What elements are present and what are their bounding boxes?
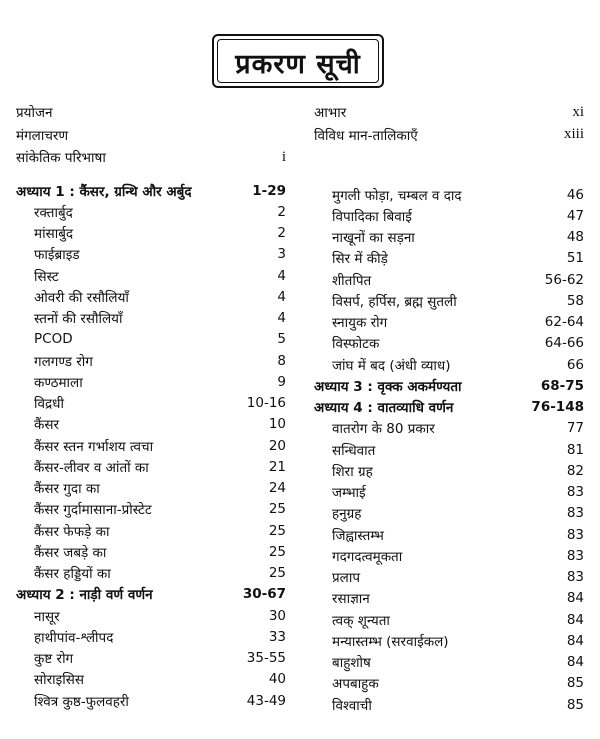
toc-page-number: 4 [277,310,286,327]
toc-entry [314,567,584,588]
toc-chapter-heading [314,397,584,418]
toc-page-number: xi [572,103,584,120]
toc-entry-title: कैंसर फेफड़े का [34,523,110,540]
toc-entry [314,312,584,333]
toc-entry-title: नाखूनों का सड़ना [332,230,415,247]
toc-page-number: 25 [268,565,286,582]
toc-page-number: 35-55 [246,650,286,667]
toc-entry-title: विपादिका बिवाई [332,208,412,225]
toc-entry-title: कैंसर जबड़े का [34,544,107,561]
toc-entry [314,694,584,715]
toc-entry-title: कैंसर गुदा का [34,481,100,498]
toc-entry [16,201,286,222]
toc-page-number: 81 [566,441,584,458]
toc-page-number: 85 [566,675,584,692]
toc-entry [314,354,584,375]
toc-page-number: 62-64 [544,314,584,331]
toc-entry-title: कुष्ट रोग [34,651,74,668]
toc-page-number: 83 [566,484,584,501]
title-frame [212,34,384,88]
toc-entry-title: मांसार्बुद [34,226,74,243]
toc-page-number: 85 [566,696,584,713]
toc-chapter-heading [16,180,286,201]
toc-entry [314,269,584,290]
toc-page-number: 56-62 [544,271,584,288]
toc-entry-title: श्वित्र कुष्ठ-फुलवहरी [34,693,129,710]
toc-entry [16,329,286,350]
toc-entry [16,393,286,414]
toc-entry [314,290,584,311]
toc-entry-title: आभार [314,105,347,122]
toc-entry-title: हनुग्रह [332,506,362,523]
toc-entry-title: फाईब्राइड [34,247,80,264]
toc-entry-title: गलगण्ड रोग [34,353,93,370]
toc-page-number: 25 [268,522,286,539]
toc-entry [16,371,286,392]
toc-entry [16,308,286,329]
toc-page-number: 10-16 [246,395,286,412]
toc-entry-title: कैंसर [34,417,60,434]
toc-page-number: 58 [566,292,584,309]
toc-page-number: 76-148 [531,399,584,416]
toc-entry-title: ओवरी की रसौलियाँ [34,289,129,306]
toc-entry-title: शिरा ग्रह [332,463,373,480]
toc-entry-title: विस्फोटक [332,336,380,353]
toc-entry [16,146,286,169]
toc-page-number: 2 [277,203,286,220]
toc-page-number: 83 [566,526,584,543]
toc-entry [16,541,286,562]
toc-entry-title: स्तनों की रसौलियाँ [34,311,123,328]
toc-page-number: i [281,148,286,165]
toc-page-number: 84 [566,590,584,607]
toc-page-number: 47 [566,207,584,224]
toc-left-column [16,180,286,711]
toc-entry [16,124,286,147]
toc-page-number: 64-66 [544,335,584,352]
toc-entry-title: प्रलाप [332,570,360,587]
toc-entry [16,435,286,456]
toc-page-number: 8 [277,352,286,369]
toc-page-number: 4 [277,288,286,305]
toc-entry-title: कैंसर-लीवर व आंतों का [34,459,149,476]
page-title: प्रकरण सूची [235,49,361,80]
toc-entry-title: सन्धिवात [332,442,376,459]
toc-entry-title: नासूर [34,608,60,625]
toc-entry [314,101,584,124]
toc-entry [16,265,286,286]
toc-entry [314,227,584,248]
toc-entry [314,503,584,524]
toc-page-number: 84 [566,632,584,649]
toc-page-number: 40 [268,671,286,688]
toc-page-number: 82 [566,462,584,479]
toc-entry-title: मन्यास्तम्भ (सरवाईकल) [332,633,449,650]
toc-entry-title: कैंसर गुर्दामासाना-प्रोस्टेट [34,502,152,519]
toc-page-number: 46 [566,186,584,203]
toc-page-number: 24 [268,480,286,497]
toc-entry-title: त्वक् शून्यता [332,612,390,629]
toc-entry-title: शीतपित [332,272,372,289]
front-matter-left [16,101,286,169]
toc-entry-title: कण्ठमाला [34,374,83,391]
toc-entry [314,652,584,673]
toc-page-number: 25 [268,543,286,560]
toc-entry-title: सांकेतिक परिभाषा [16,150,106,167]
toc-page-number: xiii [563,126,584,143]
toc-entry [16,456,286,477]
toc-page-number: 5 [277,331,286,348]
toc-entry [314,630,584,651]
toc-entry [314,545,584,566]
toc-entry [314,524,584,545]
toc-entry-title: वातरोग के 80 प्रकार [332,421,435,438]
toc-entry-title: विविध मान-तालिकाएँ [314,127,418,144]
toc-entry [314,205,584,226]
toc-entry [314,460,584,481]
toc-page-number: 43-49 [246,692,286,709]
toc-entry [16,223,286,244]
toc-entry-title: स्नायुक रोग [332,315,388,332]
toc-entry [16,626,286,647]
toc-entry-title: PCOD [34,331,73,348]
toc-page-number: 21 [268,458,286,475]
toc-entry-title: जिह्वास्तम्भ [332,527,384,544]
toc-entry-title: जम्भाई [332,485,366,502]
toc-page-number: 33 [268,628,286,645]
toc-page-number: 83 [566,505,584,522]
toc-entry [16,648,286,669]
toc-page-number: 51 [566,250,584,267]
toc-entry-title: अध्याय 1 : कैंसर, ग्रन्थि और अर्बुद [16,183,192,200]
toc-entry-title: कैंसर हड्डियों का [34,566,111,583]
toc-right-column [314,184,584,715]
toc-chapter-heading [314,375,584,396]
toc-entry [16,244,286,265]
toc-entry-title: सिस्ट [34,268,59,285]
toc-entry [314,333,584,354]
toc-entry [314,673,584,694]
toc-page-number: 48 [566,229,584,246]
toc-entry-title: अध्याय 3 : वृक्क अकर्मण्यता [314,378,462,395]
toc-page-number: 10 [268,416,286,433]
toc-entry [314,184,584,205]
toc-page-number: 4 [277,267,286,284]
toc-entry [16,478,286,499]
toc-entry-title: जांघ में बद (अंधी व्याध) [332,357,451,374]
toc-entry-title: बाहुशोष [332,655,371,672]
toc-entry [314,418,584,439]
toc-page-number: 84 [566,611,584,628]
toc-entry-title: कैंसर स्तन गर्भाशय त्वचा [34,438,154,455]
toc-entry [16,499,286,520]
toc-entry-title: सोराइसिस [34,672,85,689]
toc-entry [16,605,286,626]
toc-entry-title: विश्वाची [332,697,372,714]
toc-entry-title: विसर्प, हर्पिस, ब्रह्म सुतली [332,293,457,310]
toc-entry [16,669,286,690]
toc-page-number: 9 [277,373,286,390]
toc-entry-title: प्रयोजन [16,105,53,122]
toc-entry-title: सिर में कीड़े [332,251,388,268]
front-matter-right [314,101,584,146]
toc-page-number: 3 [277,246,286,263]
toc-page-number: 2 [277,225,286,242]
toc-page-number: 77 [566,420,584,437]
toc-entry [314,248,584,269]
toc-chapter-heading [16,584,286,605]
toc-page-number: 68-75 [540,377,584,394]
toc-entry-title: अपबाहुक [332,676,379,693]
toc-page-number: 66 [566,356,584,373]
toc-page-number: 83 [566,569,584,586]
toc-entry [16,690,286,711]
toc-page-number: 1-29 [252,182,286,199]
toc-entry [314,124,584,147]
toc-entry [16,286,286,307]
toc-entry-title: अध्याय 2 : नाड़ी वर्ण वर्णन [16,587,153,604]
toc-page-number: 30-67 [242,586,286,603]
toc-entry-title: गदगदत्वमूकता [332,548,403,565]
toc-entry-title: हाथीपांव-श्लीपद [34,629,114,646]
toc-entry [16,414,286,435]
toc-page-number: 25 [268,501,286,518]
toc-entry-title: मुगली फोड़ा, चम्बल व दाद [332,187,462,204]
toc-entry [314,439,584,460]
toc-entry [314,609,584,630]
toc-entry [16,520,286,541]
toc-page-number: 20 [268,437,286,454]
toc-entry [16,563,286,584]
toc-entry-title: मंगलाचरण [16,127,69,144]
toc-page-number: 84 [566,654,584,671]
toc-entry [314,482,584,503]
toc-entry-title: रक्तार्बुद [34,204,73,221]
toc-page-number: 30 [268,607,286,624]
toc-entry [16,101,286,124]
toc-entry-title: विद्रधी [34,396,64,413]
toc-page-number: 83 [566,547,584,564]
toc-entry [16,350,286,371]
toc-entry-title: अध्याय 4 : वातव्याधि वर्णन [314,400,454,417]
toc-entry-title: रसाज्ञान [332,591,370,608]
toc-entry [314,588,584,609]
